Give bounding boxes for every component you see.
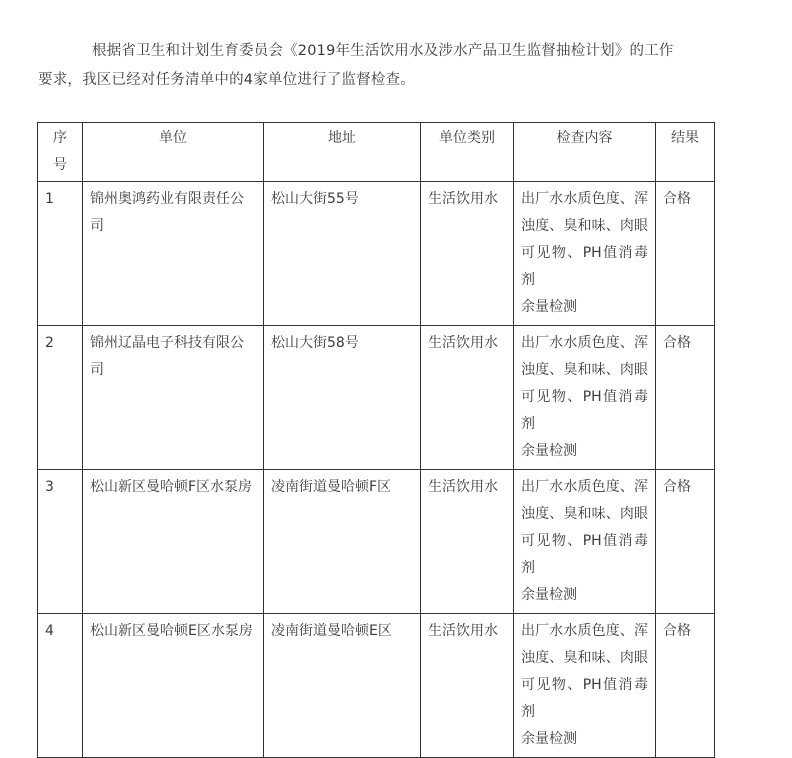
intro-line-2: 要求，我区已经对任务清单中的4家单位进行了监督检查。 [38,72,415,88]
cell-address: 松山大街58号 [264,326,421,470]
cell-no: 3 [38,470,83,614]
header-address: 地址 [264,123,421,182]
table-row [38,182,715,326]
cell-content [514,614,656,758]
header-unit: 单位 [83,123,264,182]
content-last: 余量检测 [521,299,577,315]
inspection-table [37,122,715,758]
cell-address: 凌南街道曼哈顿F区 [264,470,421,614]
content-last: 余量检测 [521,731,577,747]
table-header-row [38,123,715,182]
cell-result: 合格 [656,614,715,758]
table-row [38,470,715,614]
cell-no: 4 [38,614,83,758]
intro-paragraph [38,37,738,95]
intro-line-1: 根据省卫生和计划生育委员会《2019年生活饮用水及涉水产品卫生监督抽检计划》的工作 [92,43,674,59]
cell-address: 松山大街55号 [264,182,421,326]
table-row [38,326,715,470]
content-main: 出厂水水质色度、浑浊度、臭和味、肉眼可见物、PH值消毒剂 [521,479,648,576]
content-last: 余量检测 [521,587,577,603]
header-result: 结果 [656,123,715,182]
content-main: 出厂水水质色度、浑浊度、臭和味、肉眼可见物、PH值消毒剂 [521,623,648,720]
header-no: 序号 [38,123,83,182]
cell-no: 1 [38,182,83,326]
content-main: 出厂水水质色度、浑浊度、臭和味、肉眼可见物、PH值消毒剂 [521,335,648,432]
cell-category: 生活饮用水 [421,614,514,758]
cell-category: 生活饮用水 [421,470,514,614]
cell-category: 生活饮用水 [421,326,514,470]
cell-address: 凌南街道曼哈顿E区 [264,614,421,758]
cell-content [514,182,656,326]
cell-result: 合格 [656,470,715,614]
cell-content [514,326,656,470]
cell-unit: 松山新区曼哈顿F区水泵房 [83,470,264,614]
cell-content [514,470,656,614]
content-main: 出厂水水质色度、浑浊度、臭和味、肉眼可见物、PH值消毒剂 [521,191,648,288]
content-last: 余量检测 [521,443,577,459]
cell-result: 合格 [656,182,715,326]
cell-no: 2 [38,326,83,470]
cell-unit: 松山新区曼哈顿E区水泵房 [83,614,264,758]
header-content: 检查内容 [514,123,656,182]
cell-category: 生活饮用水 [421,182,514,326]
cell-result: 合格 [656,326,715,470]
cell-unit: 锦州奥鸿药业有限责任公司 [83,182,264,326]
cell-unit: 锦州辽晶电子科技有限公司 [83,326,264,470]
table-row [38,614,715,758]
header-category: 单位类别 [421,123,514,182]
